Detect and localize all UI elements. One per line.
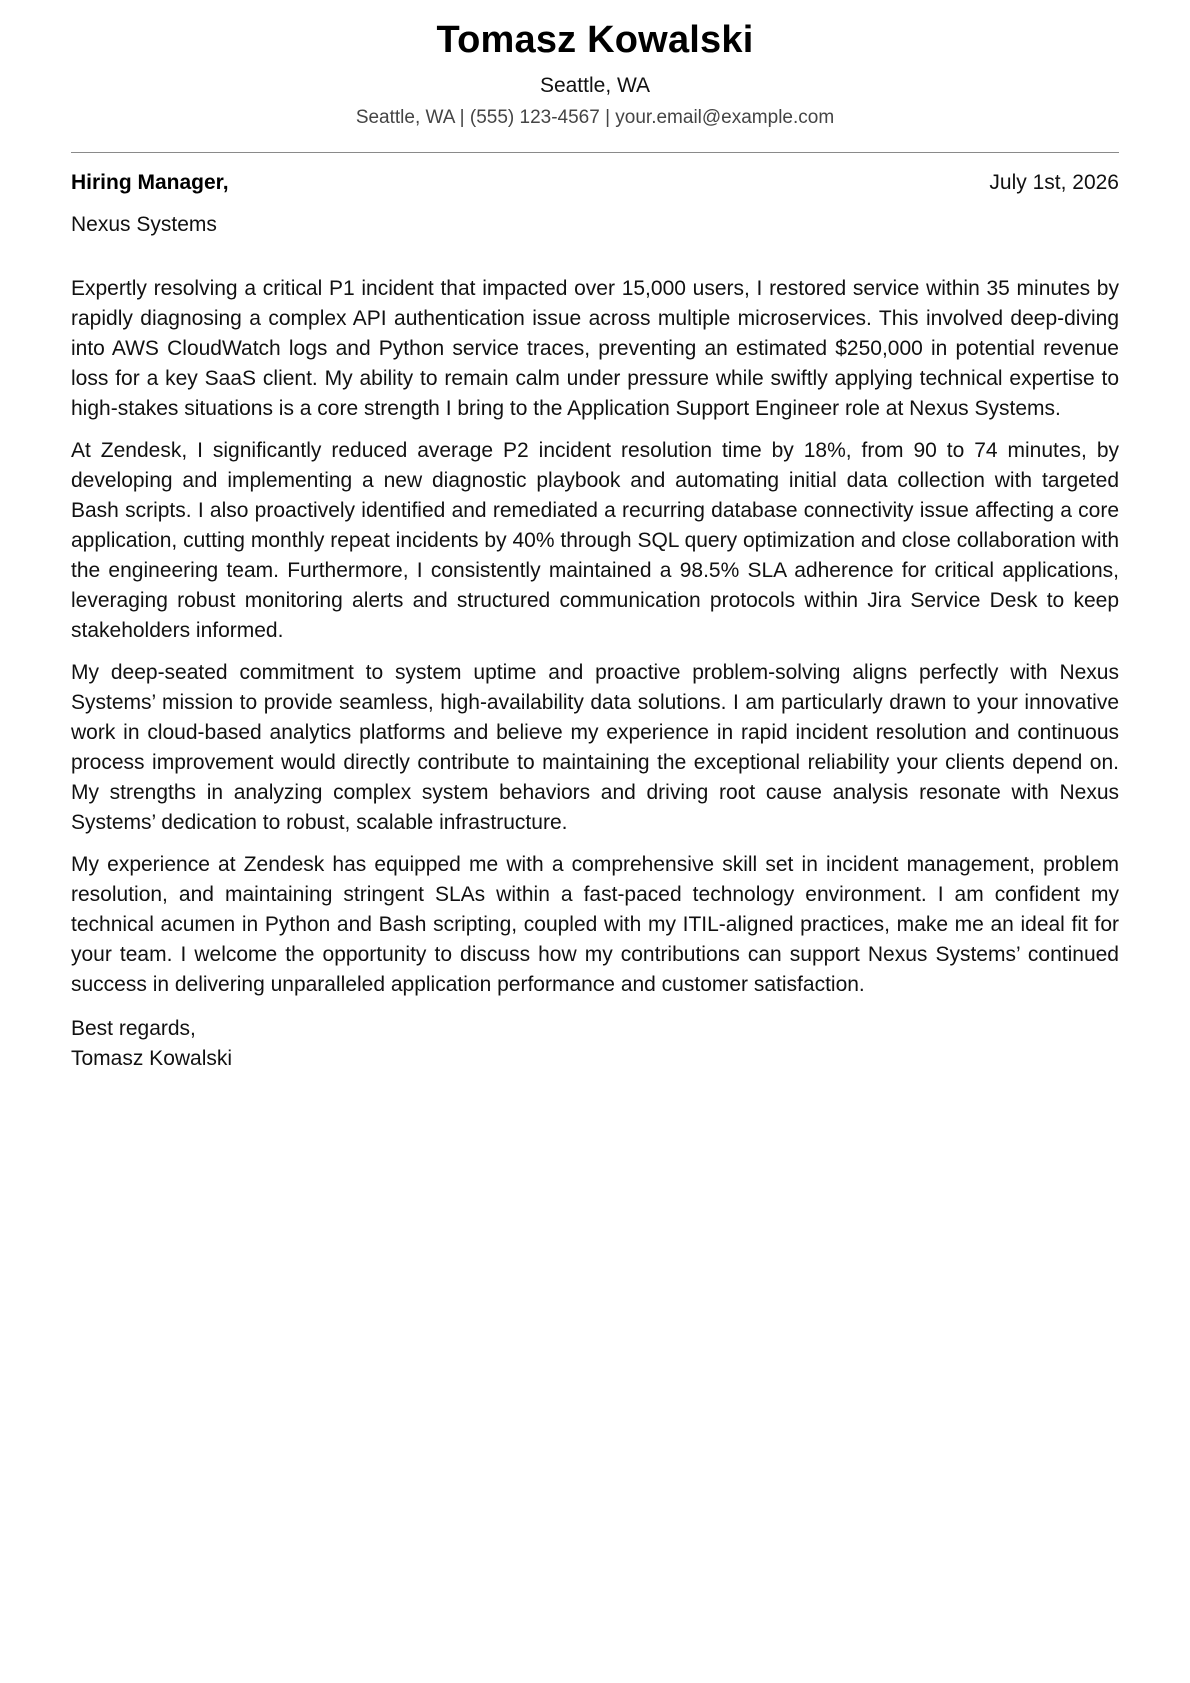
letter-date: July 1st, 2026: [989, 171, 1119, 194]
applicant-contact-line: Seattle, WA | (555) 123-4567 | your.email@example.com: [355, 107, 835, 128]
recipient-company: Nexus Systems: [71, 213, 217, 236]
signature-name: Tomasz Kowalski: [71, 1047, 233, 1070]
letter-closing: [71, 1014, 1119, 1074]
body-paragraph: At Zendesk, I significantly reduced average P2 incident resolution time by 18%, from 90 to 74 minutes, by developing and implementing a new diagnostic playbook and automating initial data collection with targeted Bash scripts. I also proactively identified and remediated a recurring database connectivity issue affecting a core application, cutting monthly repeat incidents by 40% through SQL query optimization and close collaboration with the engineering team. Furthermore, I consistently maintained a 98.5% SLA adherence for critical applications, leveraging robust monitoring alerts and structured communication protocols within Jira Service Desk to keep stakeholders informed.: [71, 439, 1119, 642]
header-divider: [71, 152, 1119, 153]
letter-header: [71, 0, 1119, 131]
body-paragraph: Expertly resolving a critical P1 incident that impacted over 15,000 users, I restored service within 35 minutes by rapidly diagnosing a complex API authentication issue across multiple microservices. This involved deep-diving into AWS CloudWatch logs and Python service traces, preventing an estimated $250,000 in potential revenue loss for a key SaaS client. My ability to remain calm under pressure while swiftly applying technical expertise to high-stakes situations is a core strength I bring to the Application Support Engineer role at Nexus Systems.: [71, 277, 1119, 420]
recipient-date-row: [71, 169, 1119, 197]
letter-body: [71, 274, 1119, 1000]
body-paragraph: My experience at Zendesk has equipped me with a comprehensive skill set in incident management, problem resolution, and maintaining stringent SLAs within a fast-paced technology environment. I am confident my technical acumen in Python and Bash scripting, coupled with my ITIL-aligned practices, make me an ideal fit for your team. I welcome the opportunity to discuss how my contributions can support Nexus Systems’ continued success in delivering unparalleled application performance and customer satisfaction.: [71, 853, 1119, 996]
closing-phrase: Best regards,: [71, 1017, 196, 1040]
applicant-name: Tomasz Kowalski: [436, 19, 754, 61]
body-paragraph: My deep-seated commitment to system uptime and proactive problem-solving aligns perfectly with Nexus Systems’ mission to provide seamless, high-availability data solutions. I am particularly drawn to your innovative work in cloud-based analytics platforms and believe my experience in rapid incident resolution and continuous process improvement would directly contribute to maintaining the exceptional reliability your clients depend on. My strengths in analyzing complex system behaviors and driving root cause analysis resonate with Nexus Systems’ dedication to robust, scalable infrastructure.: [71, 661, 1119, 834]
recipient-salutation: Hiring Manager,: [71, 171, 229, 194]
cover-letter-page: [71, 0, 1119, 1074]
applicant-location: Seattle, WA: [539, 74, 651, 97]
